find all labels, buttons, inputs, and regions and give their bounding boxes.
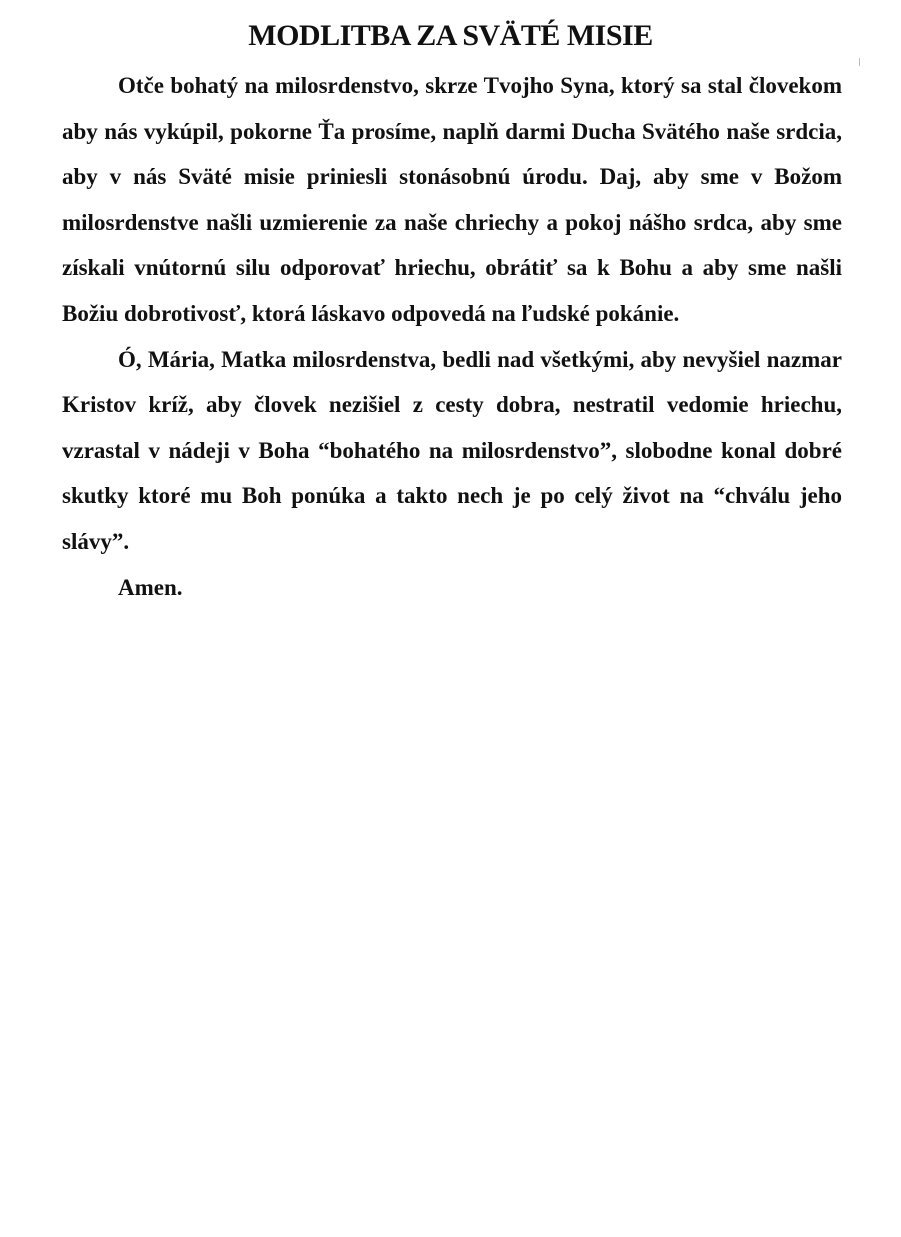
paragraph-prayer-to-father: Otče bohatý na milosrdenstvo, skrze Tvojho Syna, ktorý sa stal človekom aby nás vykúpil, pokorne Ťa prosíme, naplň darmi Ducha Svätého naše srdcia, aby v nás Sväté misie priniesli stonásobnú úrodu. Daj, aby sme v Božom milosrdenstve našli uzmierenie za naše chriechy a pokoj nášho srdca, aby sme získali vnútornú silu odporovať hriechu, obrátiť sa k Bohu a aby sme našli Božiu dobrotivosť, ktorá láskavo odpovedá na ľudské pokánie. — [62, 73, 842, 326]
paragraph-amen: Amen. — [118, 574, 183, 600]
document-title: MODLITBA ZA SVÄTÉ MISIE — [248, 19, 653, 52]
page-edge-mark — [859, 58, 860, 66]
prayer-body — [62, 63, 842, 610]
paragraph-prayer-to-mary: Ó, Mária, Matka milosrdenstva, bedli nad všetkými, aby nevyšiel nazmar Kristov kríž, aby človek nezišiel z cesty dobra, nestratil vedomie hriechu, vzrastal v nádeji v Boha “bohatého na milosrdenstvo”, slobodne konal dobré skutky ktoré mu Boh ponúka a takto nech je po celý život na “chválu jeho slávy”. — [62, 346, 842, 554]
